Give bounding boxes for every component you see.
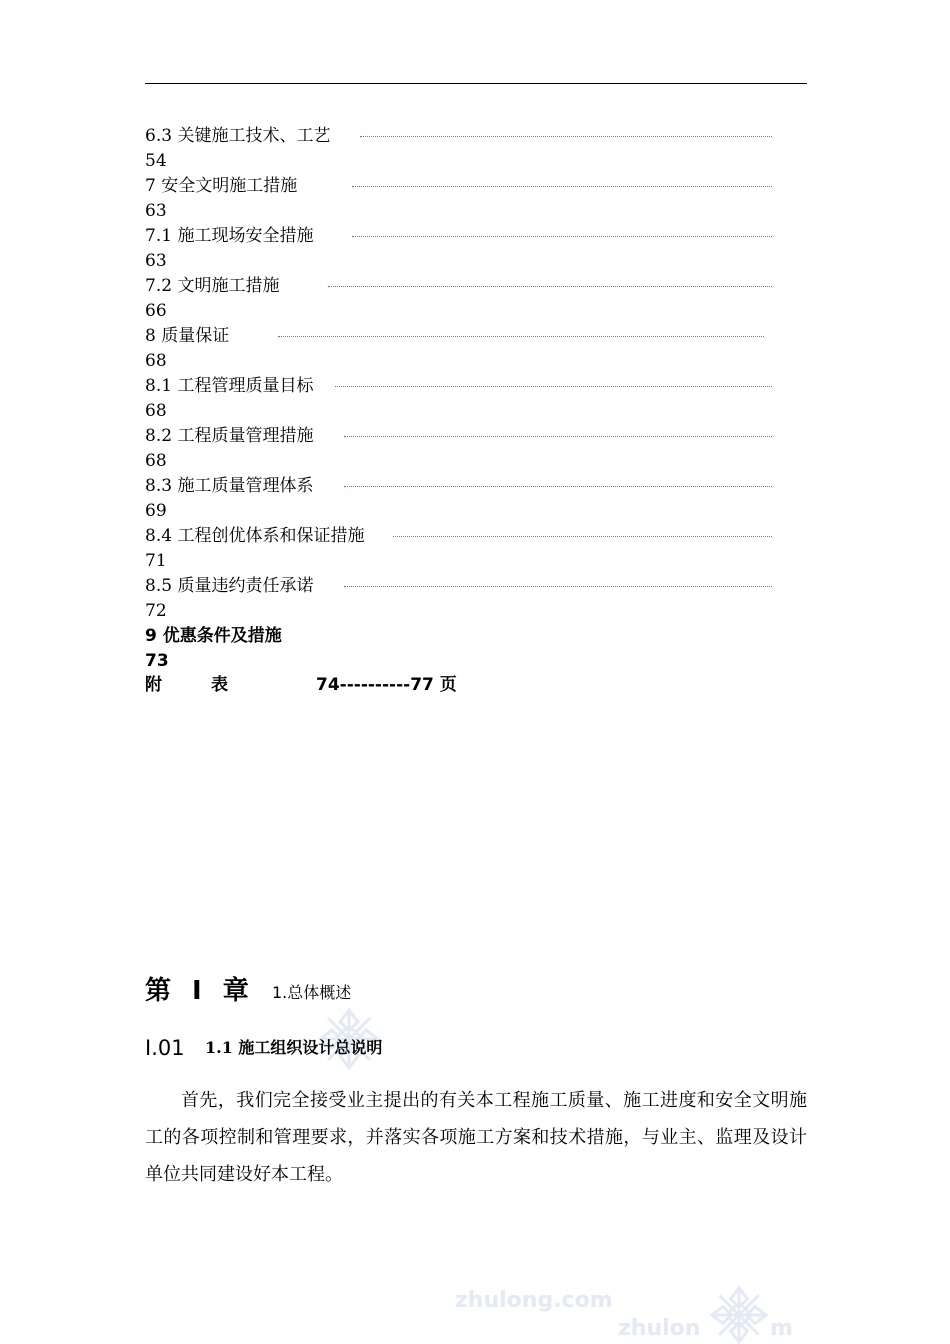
toc-entry-title: 7 安全文明施工措施: [145, 174, 305, 199]
chapter-title: 1.总体概述: [272, 983, 352, 1002]
toc-entry-title: 9 优惠条件及措施: [145, 624, 290, 649]
toc-entry-page: 71: [145, 551, 167, 571]
chapter-label: 第 I 章: [145, 976, 255, 1006]
toc-leader-line: [360, 136, 772, 137]
section-number: I.01: [145, 1036, 185, 1060]
appendix-page-range: 74----------77 页: [316, 675, 457, 695]
toc-leader-line: [278, 336, 764, 337]
body-paragraph: 首先，我们完全接受业主提出的有关本工程施工质量、施工进度和安全文明施工的各项控制和管理要求，并落实各项施工方案和技术措施，与业主、监理及设计单位共同建设好本工程。: [145, 1090, 807, 1185]
toc-entry-6-3[interactable]: [145, 124, 785, 174]
toc-entry-7[interactable]: [145, 174, 785, 224]
toc-entry-page: 63: [145, 251, 167, 271]
toc-leader-line: [344, 436, 772, 437]
toc-entry-7-2[interactable]: [145, 274, 785, 324]
toc-leader-line: [393, 536, 772, 537]
toc-entry-8-2[interactable]: [145, 424, 785, 474]
toc-entry-9[interactable]: [145, 624, 785, 674]
appendix-label-part-1: 附: [145, 675, 162, 695]
toc-entry-8-4[interactable]: [145, 524, 785, 574]
toc-entry-page: 68: [145, 401, 167, 421]
toc-leader-line: [328, 286, 772, 287]
toc-entry-page: 68: [145, 351, 167, 371]
toc-leader-line: [352, 236, 772, 237]
toc-entry-page: 54: [145, 151, 167, 171]
toc-entry-title: 8.1 工程管理质量目标: [145, 374, 321, 399]
toc-leader-line: [335, 386, 772, 387]
toc-entry-page: 72: [145, 601, 167, 621]
toc-leader-line: [352, 186, 772, 187]
header-rule: [145, 83, 807, 84]
toc-entry-title: 7.2 文明施工措施: [145, 274, 287, 299]
toc-entry-title: 8.2 工程质量管理措施: [145, 424, 321, 449]
toc-entry-8-5[interactable]: [145, 574, 785, 624]
toc-entry-title: 8 质量保证: [145, 324, 237, 349]
section-title: 1.1 施工组织设计总说明: [205, 1038, 383, 1057]
toc-entry-page: 63: [145, 201, 167, 221]
toc-entry-title: 8.5 质量违约责任承诺: [145, 574, 321, 599]
toc-leader-line: [344, 486, 772, 487]
toc-entry-title: 8.3 施工质量管理体系: [145, 474, 321, 499]
toc-entry-7-1[interactable]: [145, 224, 785, 274]
toc-entry-8-1[interactable]: [145, 374, 785, 424]
toc-entry-8-3[interactable]: [145, 474, 785, 524]
watermark-text-partial: zhulon: [618, 1316, 701, 1341]
watermark-logo-icon: [708, 1286, 770, 1344]
toc-entry-page: 69: [145, 501, 167, 521]
toc-entry-page: 68: [145, 451, 167, 471]
watermark-text-suffix: m: [770, 1316, 793, 1341]
toc-entry-page: 66: [145, 301, 167, 321]
table-of-contents: [145, 124, 785, 674]
toc-entry-title: 8.4 工程创优体系和保证措施: [145, 524, 372, 549]
appendix-label-part-2: 表: [211, 675, 228, 695]
toc-entry-8[interactable]: [145, 324, 785, 374]
toc-leader-line: [344, 586, 772, 587]
watermark-text: zhulong.com: [455, 1288, 613, 1313]
toc-entry-title: 7.1 施工现场安全措施: [145, 224, 321, 249]
toc-entry-page: 73: [145, 651, 169, 671]
toc-entry-title: 6.3 关键施工技术、工艺: [145, 124, 338, 149]
